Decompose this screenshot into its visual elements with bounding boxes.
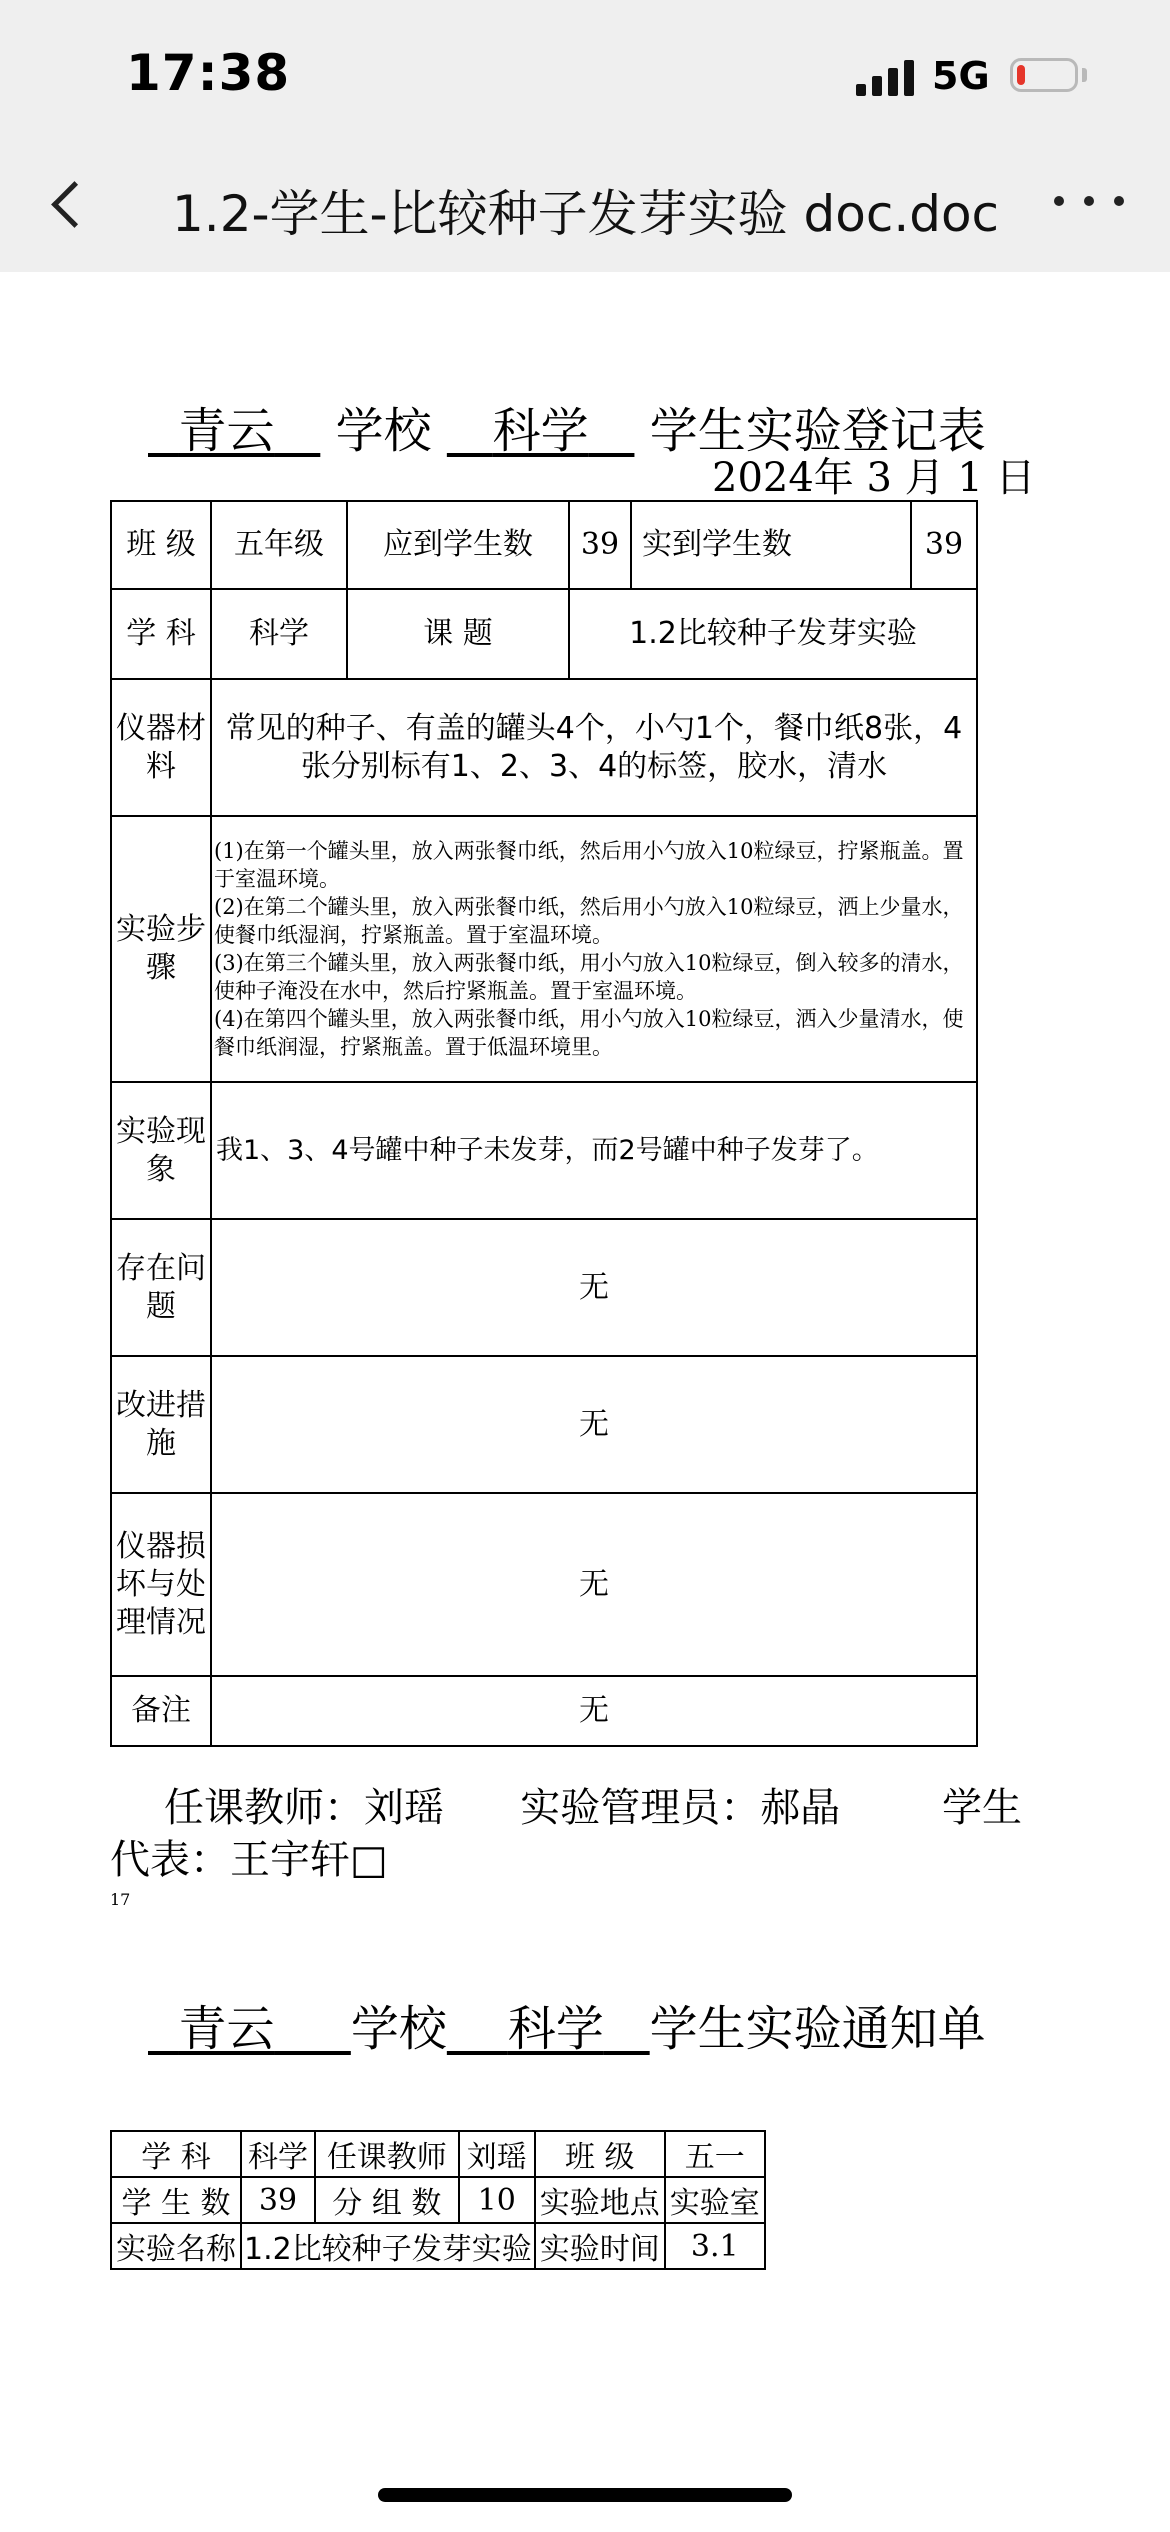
topic-label: 课 题: [347, 589, 569, 679]
table-row: [111, 1219, 977, 1356]
notice-cell: 实验地点: [535, 2177, 665, 2223]
table-row: [111, 816, 977, 1082]
notice-cell: 科学: [241, 2131, 315, 2177]
notice-school: 青云: [178, 2001, 275, 2057]
table-row: [111, 679, 977, 816]
notice-cell: 任课教师: [315, 2131, 459, 2177]
table-row: [111, 589, 977, 679]
step-item: (1)在第一个罐头里，放入两张餐巾纸，然后用小勺放入10粒绿豆，拧紧瓶盖。置于室温环境。: [214, 839, 964, 891]
materials-value: 常见的种子、有盖的罐头4个，小勺1个，餐巾纸8张，4张分别标有1、2、3、4的标签，胶水，清水: [211, 679, 977, 816]
back-chevron-icon[interactable]: [40, 170, 100, 240]
network-type: 5G: [932, 54, 990, 98]
notice-cell: 3.1: [665, 2223, 765, 2269]
improve-label: 改进措施: [111, 1356, 211, 1493]
table-row: [111, 2223, 765, 2269]
top-bar: [0, 0, 1170, 272]
class-label: 班 级: [111, 501, 211, 589]
table-row: [111, 1676, 977, 1746]
notice-cell: 学 生 数: [111, 2177, 241, 2223]
improve-value: 无: [211, 1356, 977, 1493]
signature-block: [110, 1782, 1060, 1886]
phenomenon-value: 我1、3、4号罐中种子未发芽，而2号罐中种子发芽了。: [211, 1082, 977, 1219]
battery-tip: [1082, 68, 1087, 82]
notice-cell: 学 科: [111, 2131, 241, 2177]
more-options-icon[interactable]: [1054, 196, 1124, 216]
actual-label: 实到学生数: [631, 501, 911, 589]
notice-cell: 实验时间: [535, 2223, 665, 2269]
table-row: [111, 1493, 977, 1676]
register-form-title: 学生实验登记表: [649, 403, 986, 459]
document-title: 1.2-学生-比较种子发芽实验 doc.doc: [172, 185, 1000, 243]
problems-value: 无: [211, 1219, 977, 1356]
status-time: 17:38: [126, 44, 291, 102]
page-number: 17: [110, 1890, 131, 1909]
register-table: [110, 500, 978, 1747]
table-row: [111, 1356, 977, 1493]
subject-label: 学 科: [111, 589, 211, 679]
register-school-label: 学校: [335, 403, 432, 459]
damage-value: 无: [211, 1493, 977, 1676]
notice-subject: 科学: [507, 2001, 604, 2057]
steps-label: 实验步骤: [111, 816, 211, 1082]
notice-cell: 实验室: [665, 2177, 765, 2223]
table-row: [111, 2177, 765, 2223]
topic-value: 1.2比较种子发芽实验: [569, 589, 977, 679]
notice-cell: 39: [241, 2177, 315, 2223]
remark-value: 无: [211, 1676, 977, 1746]
register-date: 2024年 3 月 1 日: [712, 455, 1036, 501]
notice-cell: 五一: [665, 2131, 765, 2177]
materials-label: 仪器材料: [111, 679, 211, 816]
home-indicator[interactable]: [378, 2488, 792, 2502]
expected-value: 39: [569, 501, 631, 589]
notice-cell: 实验名称: [111, 2223, 241, 2269]
notice-heading: [148, 1990, 986, 2059]
notice-cell: 班 级: [535, 2131, 665, 2177]
steps-value: [211, 816, 977, 1082]
remark-label: 备注: [111, 1676, 211, 1746]
class-value: 五年级: [211, 501, 347, 589]
step-item: (2)在第二个罐头里，放入两张餐巾纸，然后用小勺放入10粒绿豆，洒上少量水，使餐巾纸湿润，拧紧瓶盖。置于室温环境。: [214, 895, 964, 947]
phenomenon-label: 实验现象: [111, 1082, 211, 1219]
table-row: [111, 1082, 977, 1219]
notice-cell: 刘瑶: [459, 2131, 535, 2177]
signature-line: 任课教师：刘瑶 实验管理员：郝晶 学生: [164, 1785, 1023, 1831]
damage-label: 仪器损坏与处理情况: [111, 1493, 211, 1676]
subject-value: 科学: [211, 589, 347, 679]
register-subject: 科学: [492, 403, 589, 459]
actual-value: 39: [911, 501, 977, 589]
notice-table: [110, 2130, 766, 2270]
step-item: (3)在第三个罐头里，放入两张餐巾纸，用小勺放入10粒绿豆，倒入较多的清水，使种子淹没在水中，然后拧紧瓶盖。置于室温环境。: [214, 951, 964, 1003]
step-item: (4)在第四个罐头里，放入两张餐巾纸，用小勺放入10粒绿豆，洒入少量清水，使餐巾纸润湿，拧紧瓶盖。置于低温环境里。: [214, 1007, 964, 1059]
expected-label: 应到学生数: [347, 501, 569, 589]
problems-label: 存在问题: [111, 1219, 211, 1356]
notice-cell: 10: [459, 2177, 535, 2223]
battery-icon: [1010, 58, 1078, 92]
notice-cell: 1.2比较种子发芽实验: [241, 2223, 535, 2269]
table-row: [111, 2131, 765, 2177]
table-row: [111, 501, 977, 589]
notice-school-label: 学校: [350, 2001, 447, 2057]
signature-line: 代表：王宇轩□: [110, 1837, 388, 1883]
notice-cell: 分 组 数: [315, 2177, 459, 2223]
register-school: 青云: [178, 403, 275, 459]
notice-form-title: 学生实验通知单: [649, 2001, 986, 2057]
signal-icon: [856, 58, 916, 96]
